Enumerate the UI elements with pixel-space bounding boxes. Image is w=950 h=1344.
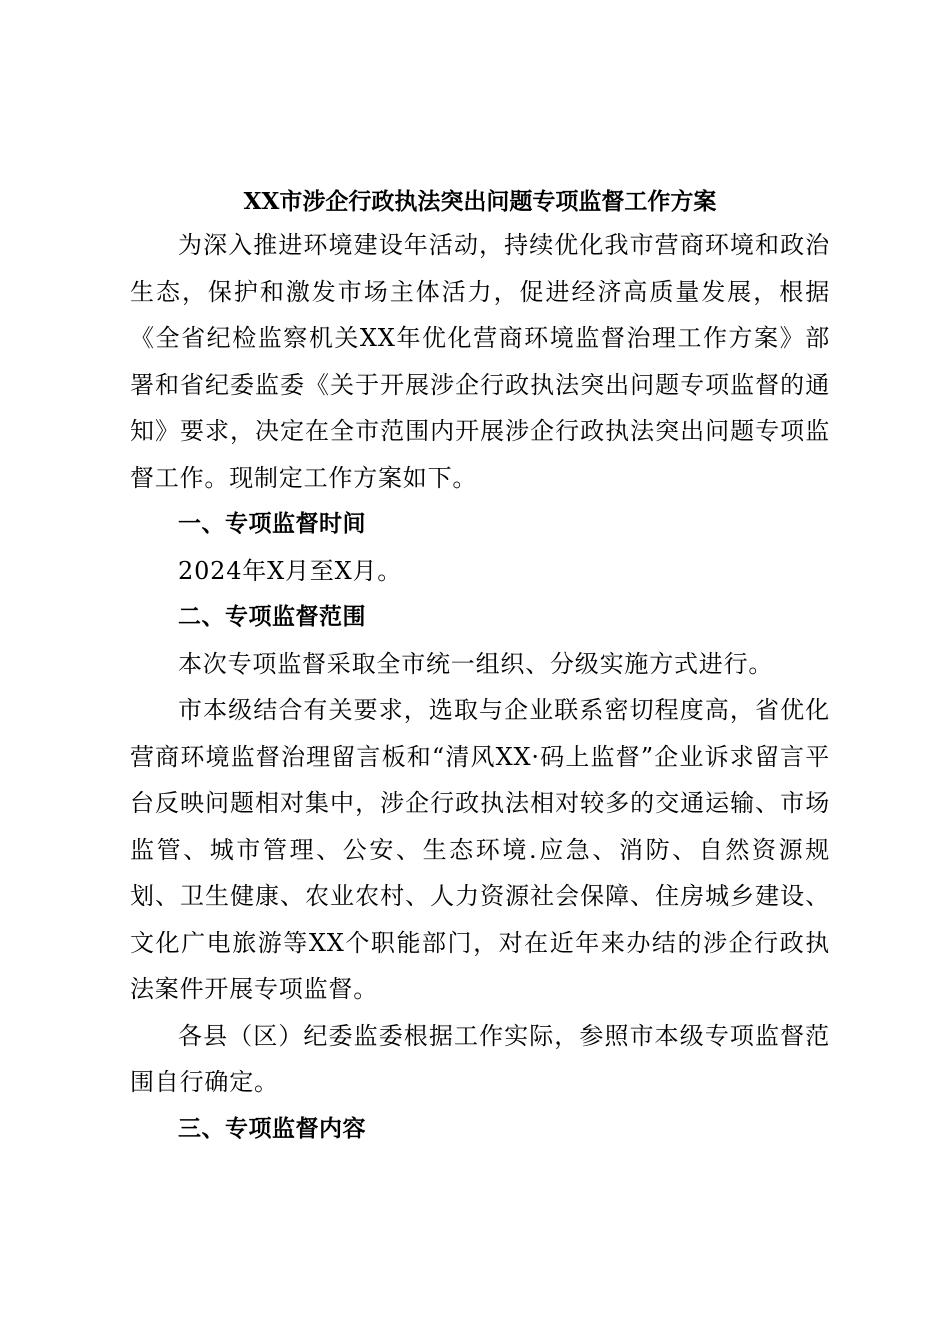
scope-paragraph-1: 本次专项监督采取全市统一组织、分级实施方式进行。 bbox=[178, 649, 774, 678]
document-title: XX市涉企行政执法突出问题专项监督工作方案 bbox=[243, 188, 717, 215]
section-heading-scope: 二、专项监督范围 bbox=[178, 604, 366, 630]
section-heading-time: 一、专项监督时间 bbox=[178, 511, 366, 537]
document-page bbox=[130, 182, 830, 1152]
section-heading-content: 三、专项监督内容 bbox=[178, 1115, 366, 1142]
scope-paragraph-2: 市本级结合有关要求，选取与企业联系密切程度高，省优化营商环境监督治理留言板和“清风XX·码上监督”企业诉求留言平台反映问题相对集中，涉企行政执法相对较多的交通运输、市场监管、城市管理、公安、生态环境.应急、消防、自然资源规划、卫生健康、农业农村、人力资源社会保障、住房城乡建设、文化广电旅游等XX个职能部门，对在近年来办结的涉企行政执法案件开展专项监督。 bbox=[130, 696, 830, 1003]
section-time-text: 2024年X月至X月。 bbox=[178, 556, 403, 585]
intro-paragraph: 为深入推进环境建设年活动，持续优化我市营商环境和政治生态，保护和激发市场主体活力，促进经济高质量发展，根据《全省纪检监察机关XX年优化营商环境监督治理工作方案》部署和省纪委监委《关于开展涉企行政执法突出问题专项监督的通知》要求，决定在全市范围内开展涉企行政执法突出问题专项监督工作。现制定工作方案如下。 bbox=[130, 231, 830, 492]
scope-paragraph-3: 各县（区）纪委监委根据工作实际，参照市本级专项监督范围自行确定。 bbox=[130, 1021, 830, 1096]
